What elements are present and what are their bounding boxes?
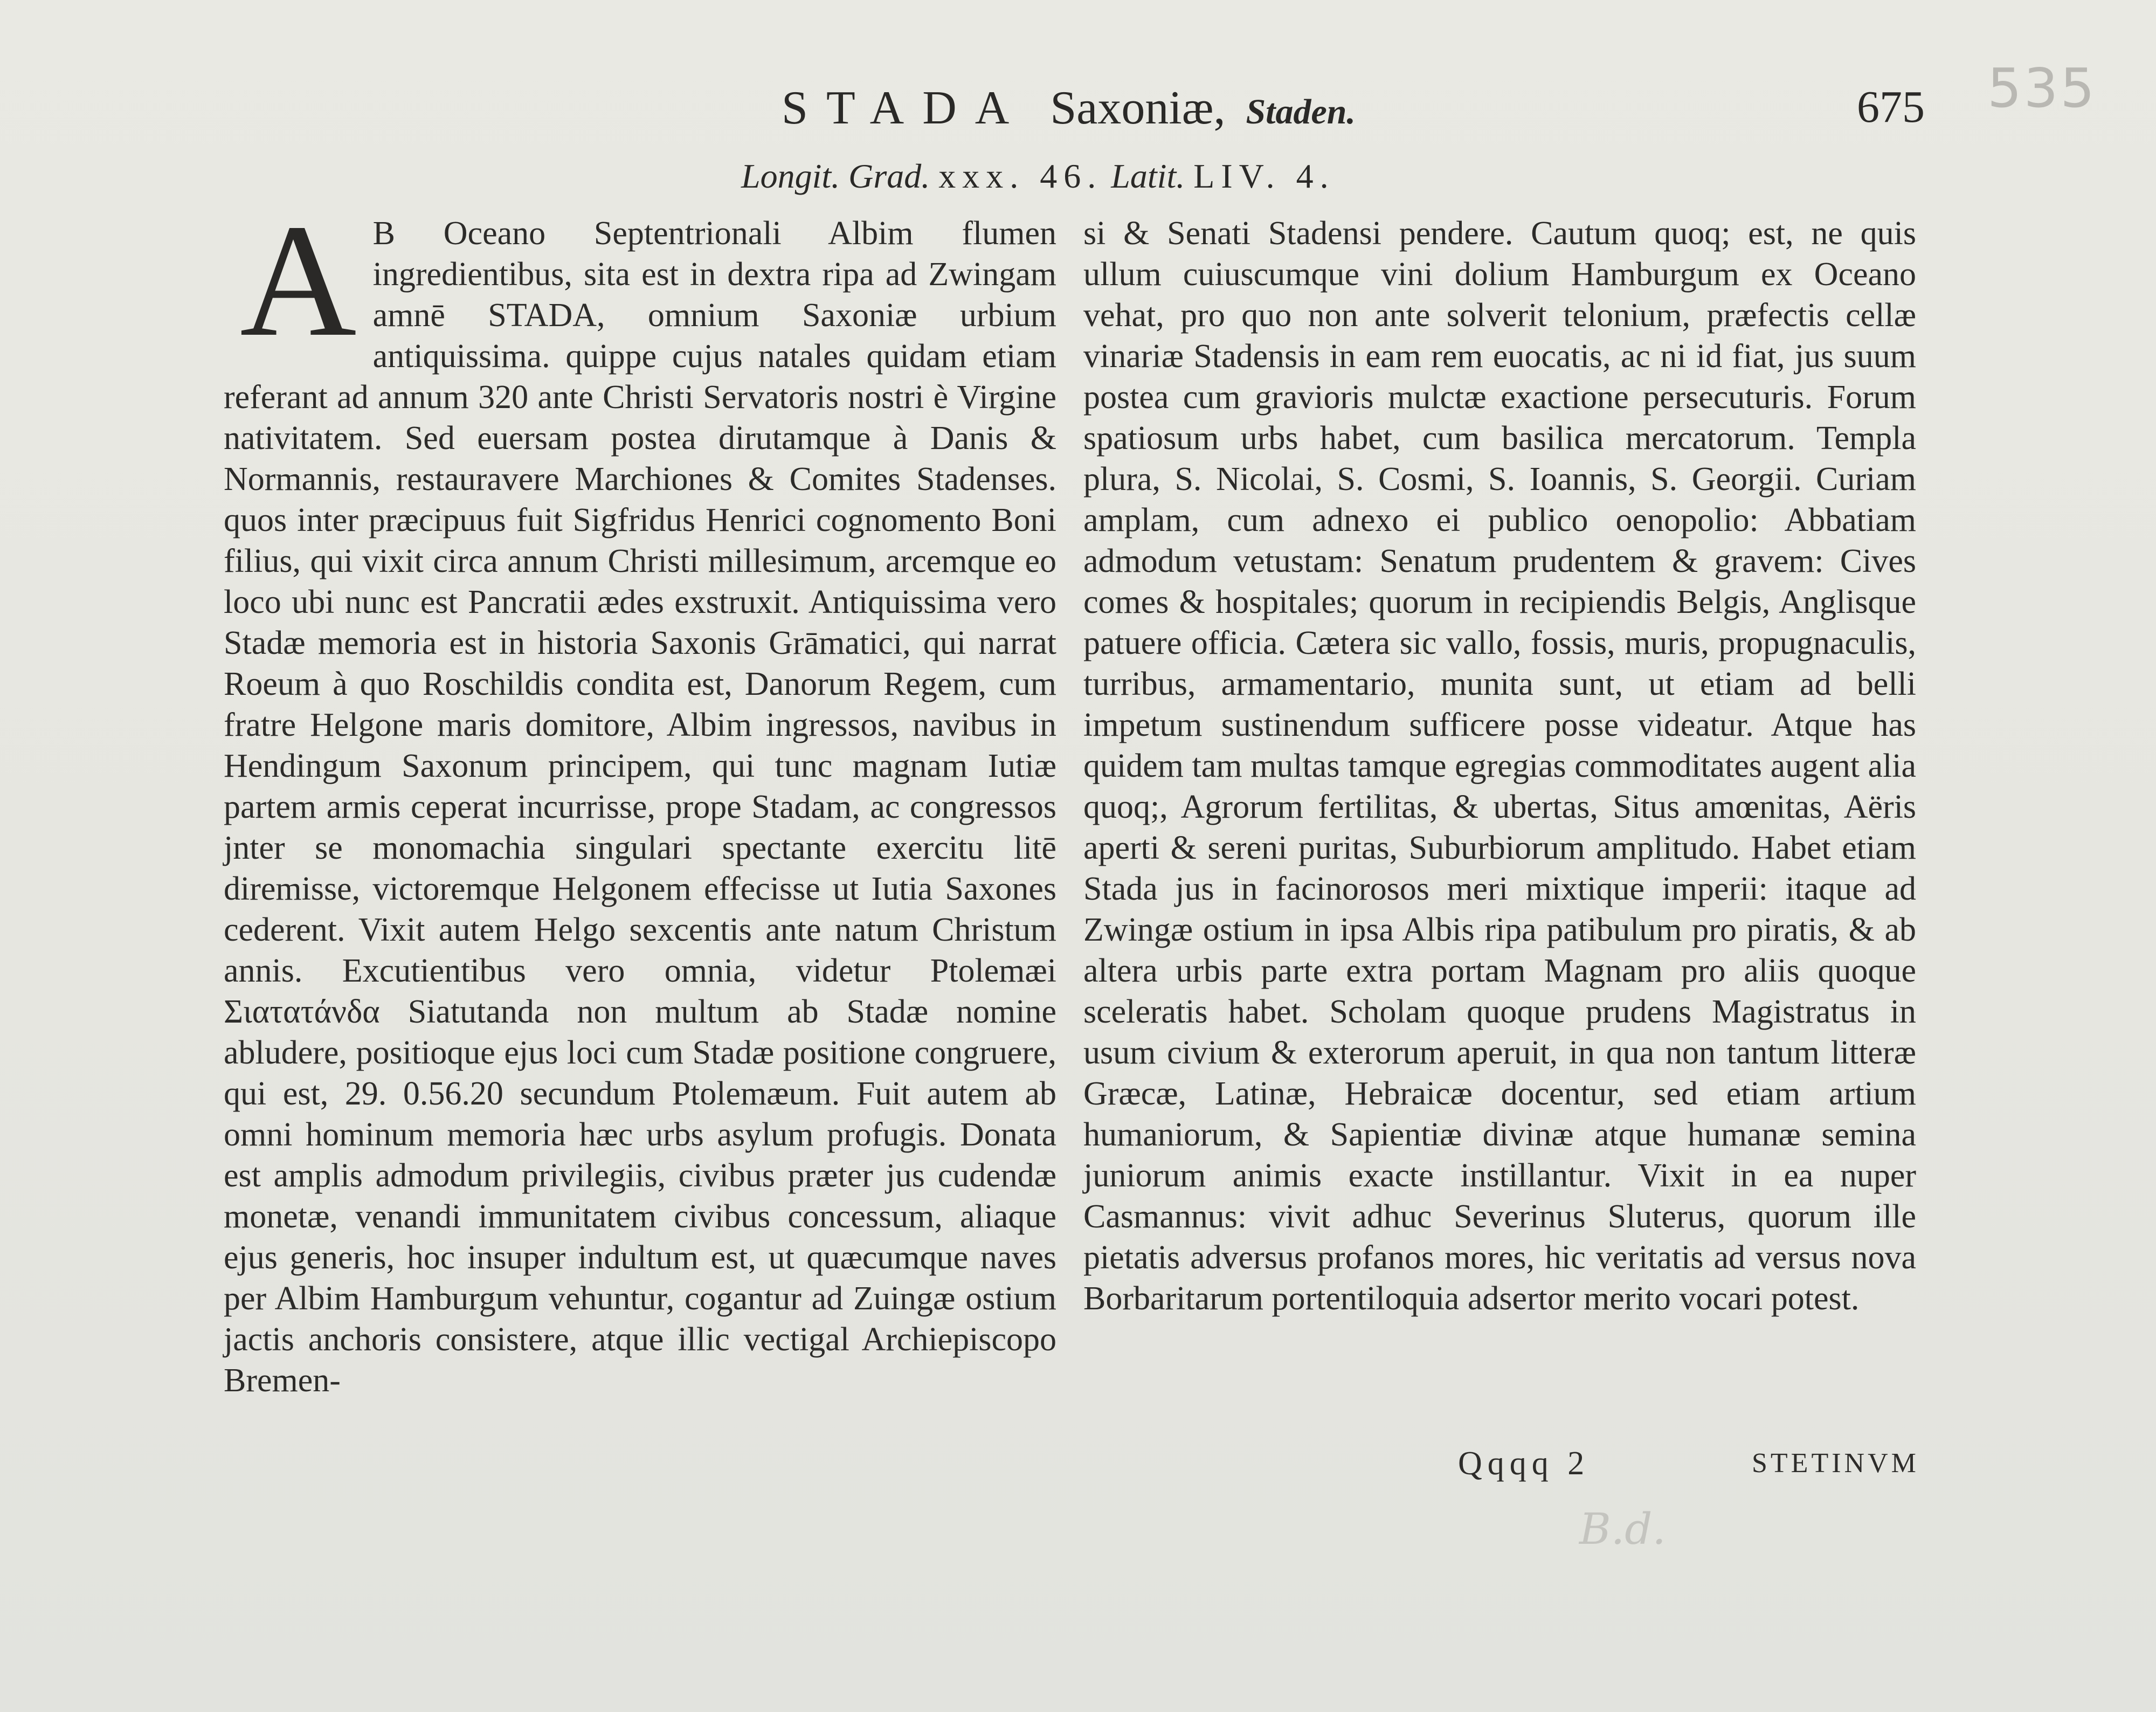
drop-cap: A bbox=[240, 191, 357, 370]
catchword: STETINVM bbox=[1752, 1448, 1919, 1479]
right-column-text: si & Senati Stadensi pendere. Cautum quoq; est, ne quis ullum cuiuscumque vini dolium Hamburgum ex Oceano vehat, pro quo non ante solverit telonium, præfectis cellæ vinariæ Stadensis in eam rem euocatis, ac ni id fiat, jus suum postea cum gravioris mulctæ exactione persecuturis. Forum spatiosum urbs habet, cum basilica mercatorum. Templa plura, S. Nicolai, S. Cosmi, S. Ioannis, S. Georgii. Curiam amplam, cum adnexo ei publico oenopolio: Abbatiam admodum vetustam: Senatum prudentem & gravem: Cives comes & hospitales; quorum in recipiendis Belgis, Anglisque patuere officia. Cætera sic vallo, fossis, muris, propugnaculis, turribus, armamentario, munita sunt, ut etiam ad belli impetum sustinendum sufficere posse videatur. Atque has quidem tam multas tamque egregias commoditates augent alia quoq;, Agrorum fertilitas, & ubertas, Situs amœnitas, Aëris aperti & sereni puritas, Suburbiorum amplitudo. Habet etiam Stada jus in facinorosos meri mixtique imperii: itaque ad Zwingæ ostium in ipsa Albis ripa patibulum pro piratis, & ab altera urbis parte extra portam Magnam pro aliis quoque sceleratis habet. Scholam quoque prudens Magistratus in usum civium & exterorum aperuit, in qua non tantum litteræ Græcæ, Latinæ, Hebraicæ docentur, sed etiam artium humaniorum, & Sapientiæ divinæ atque humanæ semina juniorum animis exacte instillantur. Vixit in ea nuper Casmannus: vivit adhuc Severinus Sluterus, quorum ille pietatis adversus profanos mores, hic veritatis ad versus nova Borbaritarum portentiloquia adsertor merito vocari potest. bbox=[1083, 215, 1916, 1317]
text-column-right bbox=[1083, 213, 1916, 1319]
title-alt-name: Staden. bbox=[1246, 92, 1356, 132]
longit-value: xxx. 46. bbox=[938, 157, 1103, 195]
latit-label: Latit. bbox=[1111, 157, 1185, 195]
pencil-annotation: 535 bbox=[1987, 57, 2097, 120]
page-title bbox=[782, 81, 1356, 135]
left-column-text: B Oceano Septentrionali Albim flumen ingredientibus, sita est in dextra ripa ad Zwingam amnē STADA, omnium Saxoniæ urbium antiquissima. quippe cujus natales quidam etiam referant ad annum 320 ante Christi Servatoris nostri è Virgine nativitatem. Sed euersam postea dirutamque à Danis & Normannis, restauravere Marchiones & Comites Stadenses. quos inter præcipuus fuit Sigfridus Henrici cognomento Boni filius, qui vixit circa annum Christi millesimum, arcemque eo loco ubi nunc est Pancratii ædes exstruxit. Antiquissima vero Stadæ memoria est in historia Saxonis Grāmatici, qui narrat Roeum à quo Roschildis condita est, Danorum Regem, cum fratre Helgone maris domitore, Albim ingressos, navibus in Hendingum Saxonum principem, qui tunc magnam Iutiæ partem armis ceperat incurrisse, prope Stadam, ac congressos jnter se monomachia singulari spectante exercitu litē diremisse, victoremque Helgonem effecisse ut Iutia Saxones cederent. Vixit autem Helgo sexcentis ante natum Christum annis. Excutientibus vero omnia, videtur Ptolemæi Σιατατάνδα Siatutanda non multum ab Stadæ nomine abludere, positioque ejus loci cum Stadæ positione congruere, qui est, 29. 0.56.20 secundum Ptolemæum. Fuit autem ab omni hominum memoria hæc urbs asylum profugis. Donata est amplis admodum privilegiis, civibus præter jus cudendæ monetæ, venandi immunitatem civibus concessum, aliaque ejus generis, hoc insuper indultum est, ut quæcumque naves per Albim Hamburgum vehuntur, cogantur ad Zuingæ ostium jactis anchoris consistere, atque illic vectigal Archiepiscopo Bremen- bbox=[224, 215, 1056, 1399]
pencil-scribble: B.d. bbox=[1579, 1504, 1666, 1554]
longit-label: Longit. bbox=[741, 157, 840, 195]
title-region: Saxoniæ, bbox=[1050, 82, 1226, 134]
signature-mark: Qqqq 2 bbox=[1458, 1445, 1590, 1482]
page-header bbox=[0, 81, 2156, 140]
page-number: 675 bbox=[1857, 82, 1925, 132]
page-footer bbox=[0, 1445, 2156, 1499]
coordinates-line bbox=[741, 156, 1335, 196]
grad-label: Grad. bbox=[848, 157, 930, 195]
text-column-left bbox=[224, 191, 1056, 1401]
title-city: STADA bbox=[782, 82, 1028, 134]
latit-value: LIV. 4. bbox=[1193, 157, 1335, 195]
